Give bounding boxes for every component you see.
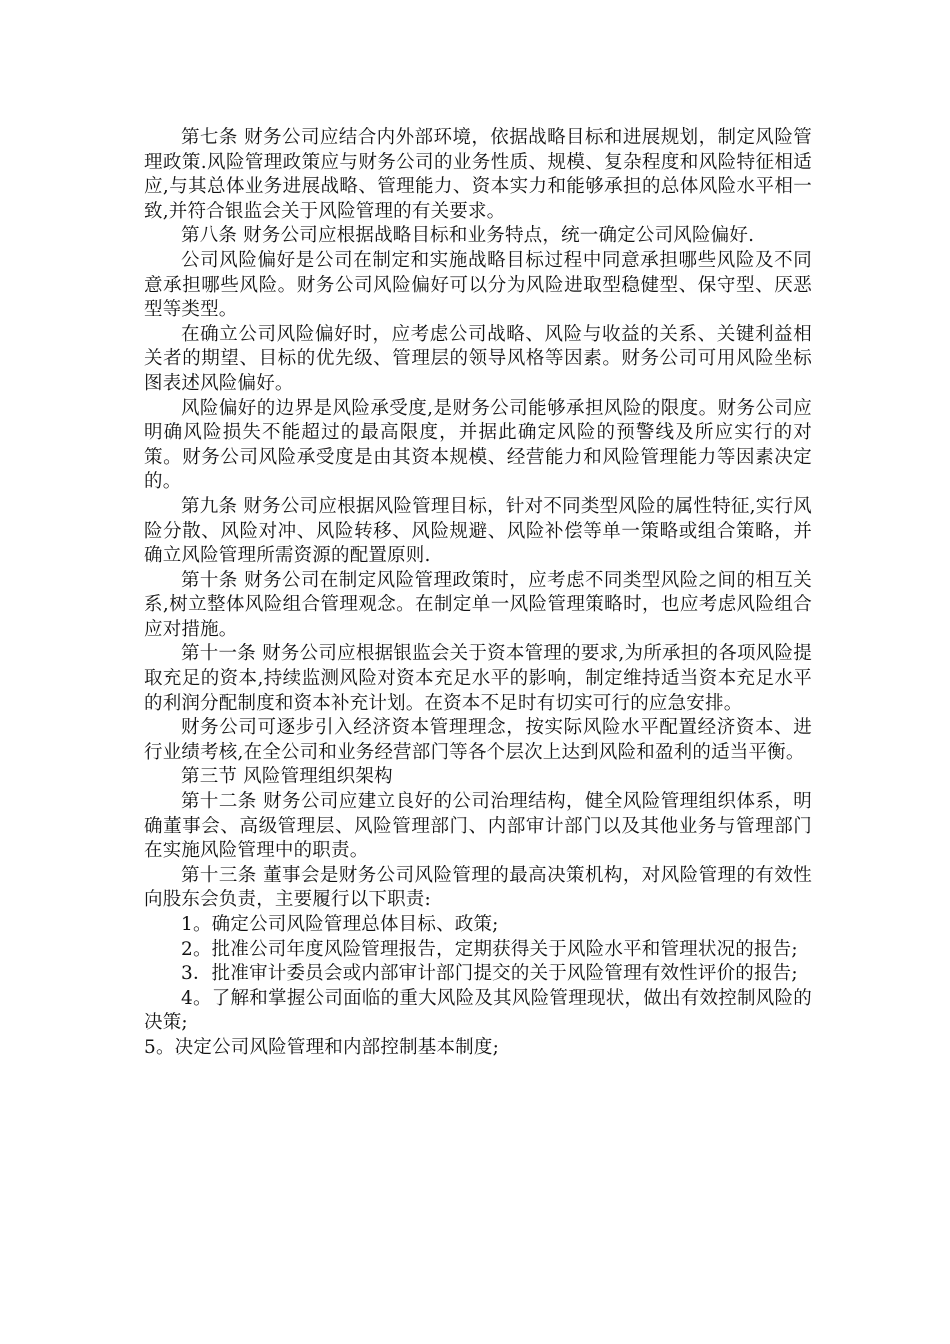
risk-tolerance-paragraph: 风险偏好的边界是风险承受度,是财务公司能够承担风险的限度。财务公司应明确风险损失不能超过的最高限度，并据此确定风险的预警线及所应实行的对策。财务公司风险承受度是由其资本规模、经营能力和风险管理能力等因素决定的。 xyxy=(144,397,812,493)
duty-item-1: 1。确定公司风险管理总体目标、政策; xyxy=(181,914,499,935)
risk-appetite-factors-paragraph: 在确立公司风险偏好时，应考虑公司战略、风险与收益的关系、关键利益相关者的期望、目标的优先级、管理层的领导风格等因素。财务公司可用风险坐标图表述风险偏好。 xyxy=(144,323,812,394)
risk-appetite-definition-paragraph: 公司风险偏好是公司在制定和实施战略目标过程中同意承担哪些风险及不同意承担哪些风险。财务公司风险偏好可以分为风险进取型稳健型、保守型、厌恶型等类型。 xyxy=(144,249,812,321)
economic-capital-paragraph: 财务公司可逐步引入经济资本管理理念，按实际风险水平配置经济资本、进行业绩考核,在全公司和业务经营部门等各个层次上达到风险和盈利的适当平衡。 xyxy=(144,717,812,763)
duty-item-3: 3．批准审计委员会或内部审计部门提交的关于风险管理有效性评价的报告; xyxy=(181,963,798,985)
article-13-paragraph: 第十三条 董事会是财务公司风险管理的最高决策机构，对风险管理的有效性向股东会负责，主要履行以下职责: xyxy=(144,864,812,911)
article-9-paragraph: 第九条 财务公司应根据风险管理目标，针对不同类型风险的属性特征,实行风险分散、风险对冲、风险转移、风险规避、风险补偿等单一策略或组合策略，并确立风险管理所需资源的配置原则. xyxy=(144,495,812,567)
article-10-paragraph: 第十条 财务公司在制定风险管理政策时，应考虑不同类型风险之间的相互关系,树立整体风险组合管理观念。在制定单一风险管理策略时，也应考虑风险组合应对措施。 xyxy=(144,569,812,640)
article-7-paragraph: 第七条 财务公司应结合内外部环境，依据战略目标和进展规划，制定风险管理政策.风险管理政策应与财务公司的业务性质、规模、复杂程度和风险特征相适应,与其总体业务进展战略、管理能力、资本实力和能够承担的总体风险水平相一致,并符合银监会关于风险管理的有关要求。 xyxy=(144,127,812,222)
article-8-paragraph: 第八条 财务公司应根据战略目标和业务特点，统一确定公司风险偏好. xyxy=(181,225,755,247)
document-body xyxy=(144,126,812,1061)
article-12-paragraph: 第十二条 财务公司应建立良好的公司治理结构，健全风险管理组织体系，明确董事会、高级管理层、风险管理部门、内部审计部门以及其他业务与管理部门在实施风险管理中的职责。 xyxy=(144,791,812,862)
article-11-paragraph: 第十一条 财务公司应根据银监会关于资本管理的要求,为所承担的各项风险提取充足的资本,持续监测风险对资本充足水平的影响，制定维持适当资本充足水平的利润分配制度和资本补充计划。在资本不足时有切实可行的应急安排。 xyxy=(144,643,812,714)
duty-item-5: 5。决定公司风险管理和内部控制基本制度; xyxy=(144,1036,500,1058)
section-3-heading: 第三节 风险管理组织架构 xyxy=(181,766,393,788)
duty-item-4: 4。了解和掌握公司面临的重大风险及其风险管理现状，做出有效控制风险的决策; xyxy=(144,987,812,1034)
duty-item-2: 2。批准公司年度风险管理报告，定期获得关于风险水平和管理状况的报告; xyxy=(181,938,798,960)
